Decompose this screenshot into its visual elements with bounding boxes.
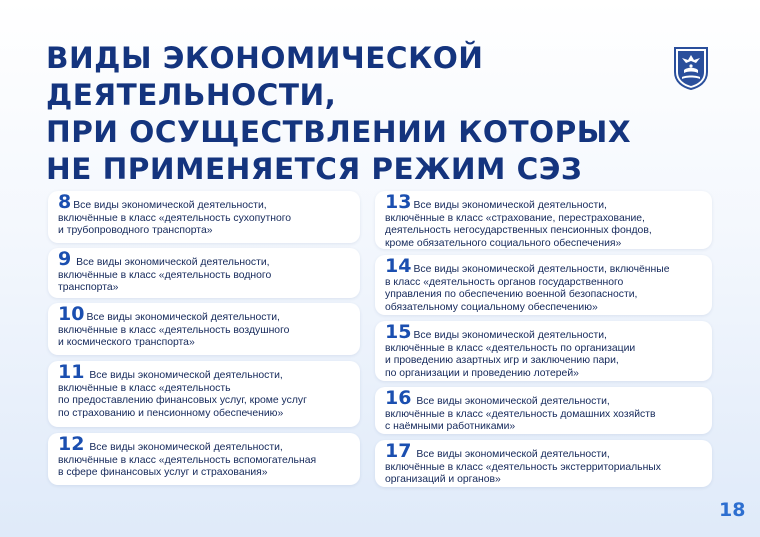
item-number: 14 bbox=[385, 255, 412, 277]
list-item bbox=[375, 321, 712, 381]
list-item bbox=[375, 255, 712, 315]
page-title bbox=[46, 40, 631, 188]
item-text: Все виды экономической деятельности, включённые в класс «страхование, перестрахование, деятельность негосударственных пенсионных фондов, кроме обязательного социального обеспечения» bbox=[385, 200, 652, 249]
list-item bbox=[375, 387, 712, 434]
city-coat-of-arms-icon bbox=[673, 46, 709, 90]
item-text: Все виды экономической деятельности, включённые в класс «деятельность домашних хозяйств с наёмными работниками» bbox=[385, 396, 656, 433]
item-number: 9 bbox=[58, 248, 72, 270]
item-text: Все виды экономической деятельности, включённые в класс «деятельность водного транспорта» bbox=[58, 257, 272, 294]
item-number: 11 bbox=[58, 361, 85, 383]
item-number: 13 bbox=[385, 191, 412, 213]
list-item bbox=[48, 433, 360, 485]
title-line: ПРИ ОСУЩЕСТВЛЕНИИ КОТОРЫХ bbox=[46, 115, 632, 149]
item-text: Все виды экономической деятельности, включённые в класс «деятельность по предоставлению финансовых услуг, кроме услуг по страхованию и пенсионному обеспечению» bbox=[58, 370, 307, 419]
list-item bbox=[48, 248, 360, 298]
list-item bbox=[48, 191, 360, 243]
item-number: 15 bbox=[385, 321, 412, 343]
item-text: Все виды экономической деятельности, включённые в класс «деятельность вспомогательная в сфере финансовых услуг и страхования» bbox=[58, 442, 317, 479]
item-text: Все виды экономической деятельности, включённые в класс «деятельность экстерриториальных организаций и органов» bbox=[385, 449, 661, 486]
item-number: 17 bbox=[385, 440, 412, 462]
list-item bbox=[375, 191, 712, 249]
item-number: 10 bbox=[58, 303, 85, 325]
item-text: Все виды экономической деятельности, включённые в класс «деятельность по организации и проведению азартных игр и заключению пари, по организации и проведению лотерей» bbox=[385, 330, 636, 379]
title-line: НЕ ПРИМЕНЯЕТСЯ РЕЖИМ СЭЗ bbox=[46, 152, 583, 186]
item-text: Все виды экономической деятельности, включённые в класс «деятельность воздушного и космического транспорта» bbox=[58, 312, 290, 349]
item-number: 16 bbox=[385, 387, 412, 409]
title-line: ВИДЫ ЭКОНОМИЧЕСКОЙ bbox=[46, 41, 484, 75]
page-number: 18 bbox=[719, 499, 746, 521]
item-number: 12 bbox=[58, 433, 85, 455]
title-line: ДЕЯТЕЛЬНОСТИ, bbox=[46, 78, 337, 112]
list-item bbox=[375, 440, 712, 487]
item-text: Все виды экономической деятельности, включённые в класс «деятельность сухопутного и трубопроводного транспорта» bbox=[58, 200, 292, 237]
item-text: Все виды экономической деятельности, включённые в класс «деятельность органов государственного управления по обеспечению военной безопасности, обязательному социальному обеспечению» bbox=[385, 264, 670, 313]
list-item bbox=[48, 303, 360, 355]
list-item bbox=[48, 361, 360, 427]
item-number: 8 bbox=[58, 191, 72, 213]
